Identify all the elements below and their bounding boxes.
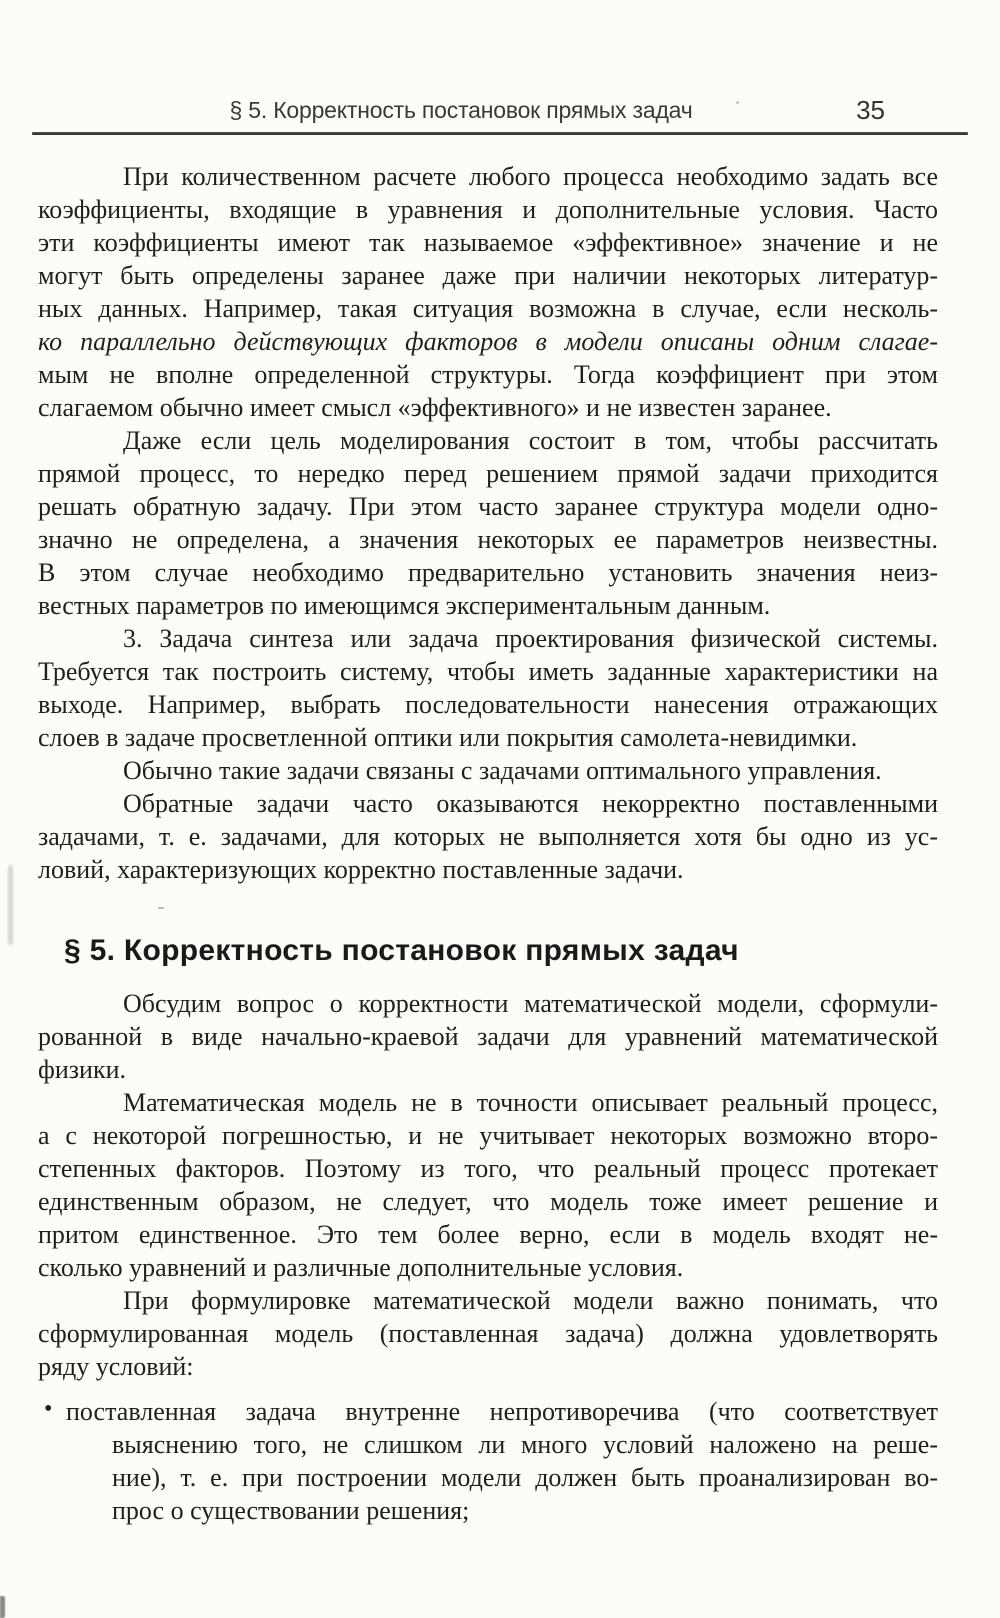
text-line: Обычно такие задачи связаны с задачами оптимального управления. xyxy=(123,756,882,785)
text-line: ряду условий: xyxy=(38,1352,194,1381)
paragraph xyxy=(38,987,938,1086)
text-line: 3. Задача синтеза или задача проектирования физической системы. xyxy=(123,624,938,653)
text-line: а с некоторой погрешностью, и не учитывает некоторых возможно второ- xyxy=(38,1121,938,1150)
page-header xyxy=(0,97,1000,124)
text-line: Даже если цель моделирования состоит в том, чтобы рассчитать xyxy=(123,426,938,455)
section-heading: § 5. Корректность постановок прямых задач xyxy=(64,934,739,967)
text-line: физики. xyxy=(38,1055,126,1084)
text-line: ловий, характеризующих корректно поставленные задачи. xyxy=(38,855,684,884)
text-line: слагаемом обычно имеет смысл «эффективного» и не известен заранее. xyxy=(38,393,832,422)
text-line: Обсудим вопрос о корректности математической модели, сформули- xyxy=(123,989,938,1018)
scan-artifact xyxy=(736,101,739,104)
text-line: При формулировке математической модели важно понимать, что xyxy=(123,1286,938,1315)
text-line: При количественном расчете любого процесса необходимо задать все xyxy=(123,162,938,191)
text-line: Обратные задачи часто оказываются некорректно поставленными xyxy=(123,789,938,818)
paragraph xyxy=(38,622,938,754)
text-line: выяснению того, не слишком ли много условий наложено на реше- xyxy=(112,1430,938,1459)
text-line: степенных факторов. Поэтому из того, что реальный процесс протекает xyxy=(38,1154,938,1183)
bullet-icon: • xyxy=(44,1396,53,1422)
text-line: коэффициенты, входящие в уравнения и дополнительные условия. Часто xyxy=(38,195,938,224)
text-line: мым не вполне определенной структуры. Тогда коэффициент при этом xyxy=(38,360,938,389)
text-line: выходе. Например, выбрать последовательности нанесения отражающих xyxy=(38,690,938,719)
running-head: § 5. Корректность постановок прямых задач xyxy=(229,97,693,123)
text-line: В этом случае необходимо предварительно установить значения неиз- xyxy=(38,558,938,587)
paragraph xyxy=(38,424,938,622)
text-line: задачами, т. е. задачами, для которых не выполняется хотя бы одно из ус- xyxy=(38,822,938,851)
text-line: сформулированная модель (поставленная задача) должна удовлетворять xyxy=(38,1319,938,1348)
bullet-item xyxy=(38,1395,938,1527)
paragraph xyxy=(38,787,938,886)
scan-artifact xyxy=(158,907,164,909)
text-line: сколько уравнений и различные дополнительные условия. xyxy=(38,1253,684,1282)
text-line: Требуется так построить систему, чтобы иметь заданные характеристики на xyxy=(38,657,938,686)
text-line: ние), т. е. при построении модели должен быть проанализирован во- xyxy=(112,1463,938,1492)
paragraph xyxy=(38,1086,938,1284)
scan-artifact xyxy=(8,865,13,945)
text-line: притом единственное. Это тем более верно, если в модель входят не- xyxy=(38,1220,938,1249)
text-line: ных данных. Например, такая ситуация возможна в случае, если несколь- xyxy=(38,294,938,323)
text-line: вестных параметров по имеющимся экспериментальным данным. xyxy=(38,591,771,620)
text-line: слоев в задаче просветленной оптики или покрытия самолета-невидимки. xyxy=(38,723,858,752)
scan-artifact xyxy=(0,1596,5,1618)
paragraph xyxy=(38,160,938,424)
text-line: рованной в виде начально-краевой задачи для уравнений математической xyxy=(38,1022,938,1051)
text-line: прямой процесс, то нередко перед решением прямой задачи приходится xyxy=(38,459,938,488)
text-line: единственным образом, не следует, что модель тоже имеет решение и xyxy=(38,1187,938,1216)
text-line: эти коэффициенты имеют так называемое «эффективное» значение и не xyxy=(38,228,938,257)
paragraph xyxy=(38,1284,938,1383)
text-column xyxy=(38,160,938,1527)
page-number: 35 xyxy=(856,95,885,125)
header-rule xyxy=(32,132,968,135)
text-line: поставленная задача внутренне непротиворечива (что соответствует xyxy=(66,1397,938,1426)
text-line: прос о существовании решения; xyxy=(112,1496,470,1525)
text-line: значно не определена, а значения некоторых ее параметров неизвестны. xyxy=(38,525,938,554)
text-line: Математическая модель не в точности описывает реальный процесс, xyxy=(123,1088,938,1117)
text-line: ко параллельно действующих факторов в модели описаны одним слагае- xyxy=(38,327,938,356)
text-line: решать обратную задачу. При этом часто заранее структура модели одно- xyxy=(38,492,938,521)
text-line: могут быть определены заранее даже при наличии некоторых литератур- xyxy=(38,261,938,290)
paragraph xyxy=(38,754,938,787)
